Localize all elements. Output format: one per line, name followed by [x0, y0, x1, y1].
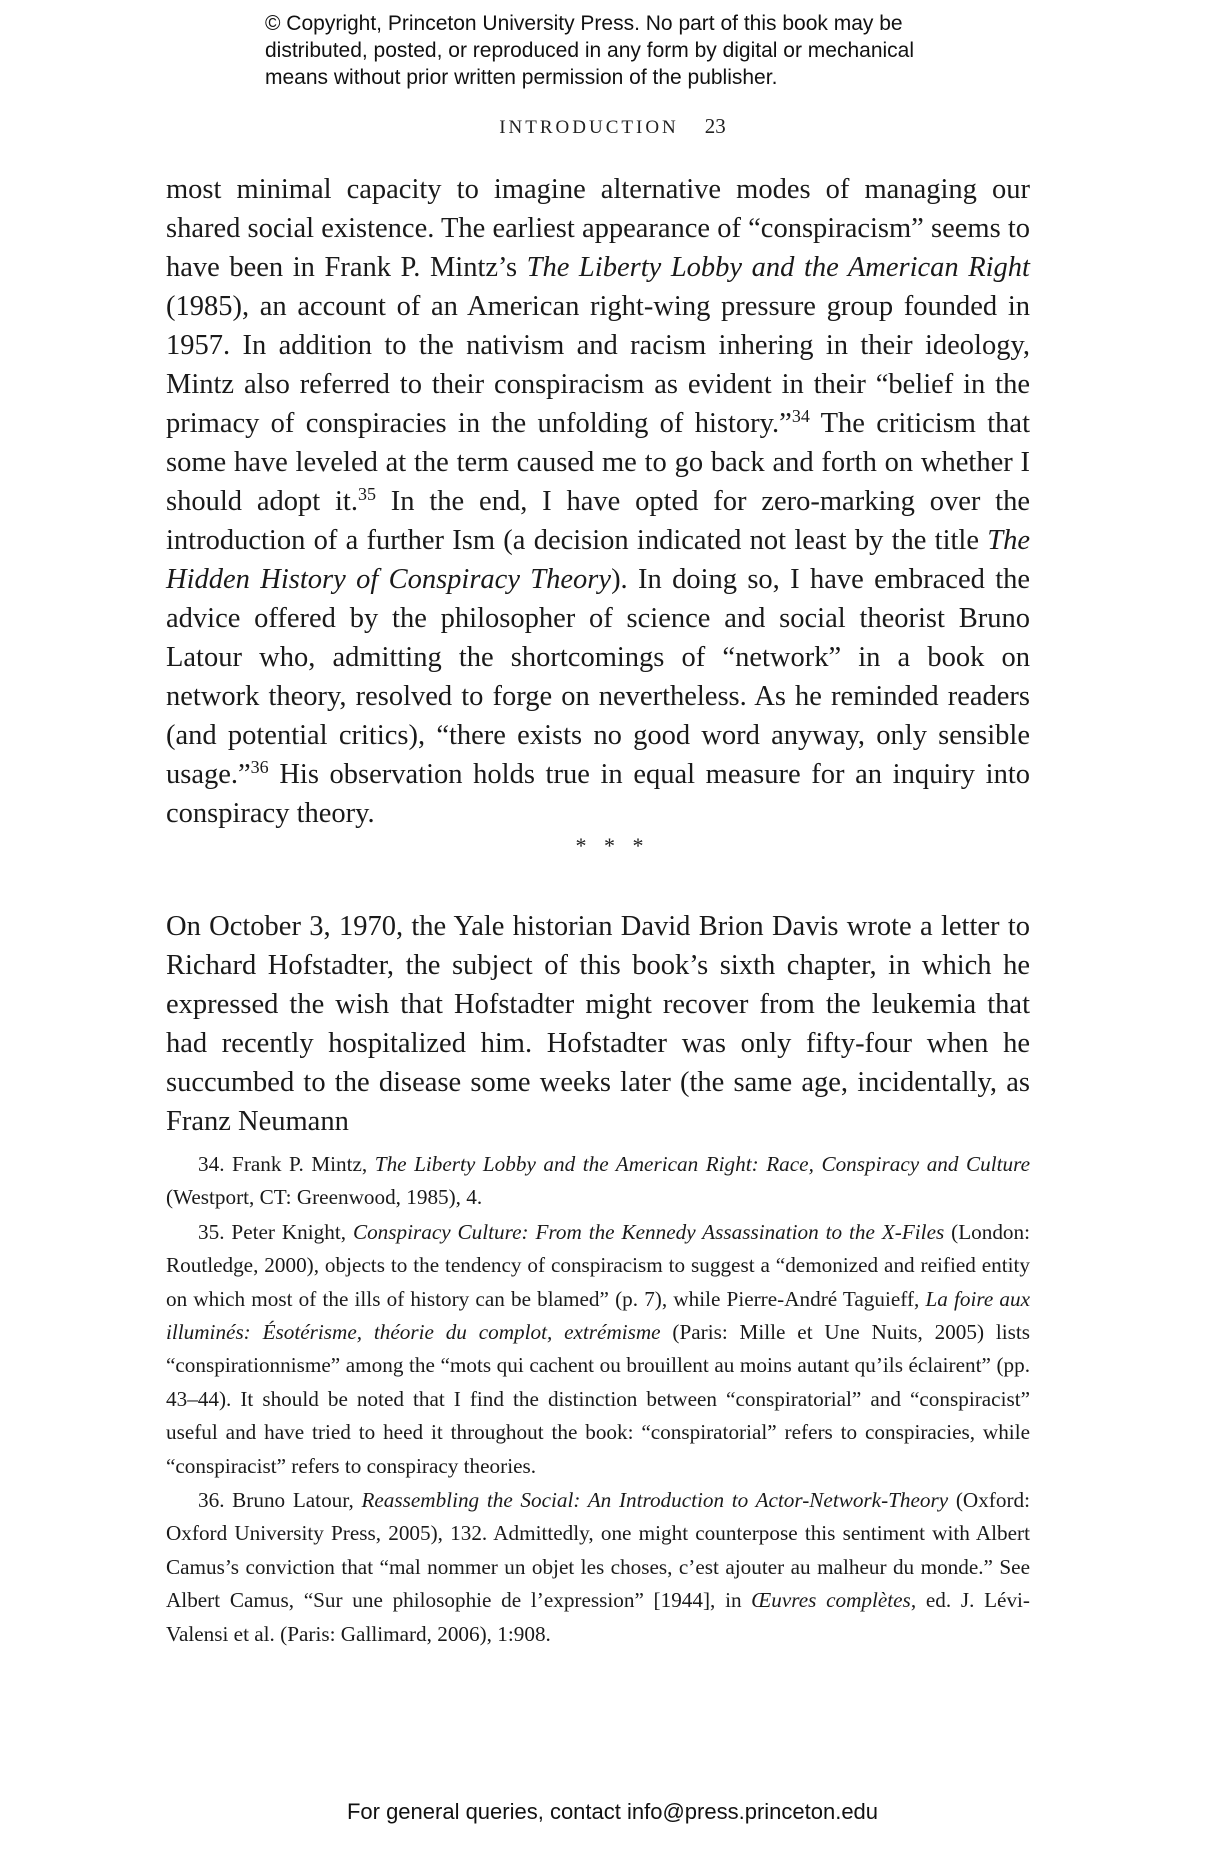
running-head-title: INTRODUCTION	[499, 117, 679, 138]
text-run: , ed. J. Lévi-Valensi et al. (Paris: Gallimard, 2006), 1:908.	[166, 1588, 1030, 1646]
body-paragraph-2	[166, 907, 1030, 1141]
contact-footer: For general queries, contact info@press.princeton.edu	[346, 1799, 879, 1824]
book-title: The Hidden History of Conspiracy Theory	[166, 525, 1030, 595]
paragraph-text: On October 3, 1970, the Yale historian David Brion Davis wrote a letter to Richard Hofstadter, the subject of this book’s sixth chapter, in which he expressed the wish that Hofstadter might recover from the leukemia that had recently hospitalized him. Hofstadter was only fifty-four when he succumbed to the disease some weeks later (the same age, incidentally, as Franz Neumann	[166, 911, 1030, 1137]
copyright-line-3: means without prior written permission of the publisher.	[265, 66, 778, 89]
book-title: Reassembling the Social: An Introduction to Actor-Network-Theory	[361, 1488, 949, 1513]
text-run: ). In doing so, I have embraced the advice offered by the philosopher of science and social theorist Bruno Latour who, admitting the shortcomings of “network” in a book on network theory, resolved to forge on nevertheless. As he reminded readers (and potential critics), “there exists no good word anyway, only sensible usage.”	[166, 564, 1031, 790]
book-title: Œuvres complètes	[751, 1588, 911, 1613]
text-run: The criticism that some have leveled at the term caused me to go back and forth on whether I should adopt it.	[166, 408, 1030, 517]
text-run: (Paris: Mille et Une Nuits, 2005) lists “conspirationnisme” among the “mots qui cachent ou brouillent au moins autant qu’ils éclairent” (pp. 43–44). It should be noted that I find the distinction between “conspiratorial” and “conspiracist” useful and have tried to heed it throughout the book: “conspiratorial” refers to conspiracies, while “conspiracist” refers to conspiracy theories.	[166, 1320, 1030, 1478]
book-title: Conspiracy Culture: From the Kennedy Assassination to the X-Files	[352, 1219, 945, 1244]
copyright-line-2: distributed, posted, or reproduced in any form by digital or mechanical	[265, 39, 915, 62]
text-run: (1985), an account of an American right-wing pressure group founded in 1957. In addition to the nativism and racism inhering in their ideology, Mintz also referred to their conspiracism as evident in their “belief in the primacy of conspiracies in the unfolding of history.”	[166, 291, 1030, 439]
footnote-34	[166, 1148, 1030, 1215]
footnote-36	[166, 1484, 1030, 1651]
text-run: 35. Peter Knight,	[198, 1219, 353, 1244]
text-run: 34. Frank P. Mintz,	[198, 1152, 375, 1176]
section-break: * * *	[575, 833, 650, 858]
running-head	[0, 114, 1225, 139]
book-title: The Liberty Lobby and the American Right: Race, Conspiracy and Culture	[374, 1152, 1030, 1176]
text-run: (London: Routledge, 2000), objects to the tendency of conspiracism to suggest a “demonized and reified entity on which most of the ills of history can be blamed” (p. 7), while Pierre-André Taguieff,	[166, 1219, 1030, 1311]
text-run: His observation holds true in equal measure for an inquiry into conspiracy theory.	[166, 759, 1030, 829]
footnote-ref-34[interactable]: 34	[791, 406, 810, 426]
footnote-ref-35[interactable]: 35	[357, 484, 376, 504]
text-run: (Westport, CT: Greenwood, 1985), 4.	[166, 1185, 483, 1210]
text-run: 36. Bruno Latour,	[198, 1488, 362, 1513]
footnote-35	[166, 1216, 1030, 1483]
footnote-ref-36[interactable]: 36	[250, 757, 269, 777]
book-title: La foire aux illuminés: Ésotérisme, théorie du complot, extrémisme	[166, 1286, 1030, 1345]
copyright-notice	[265, 10, 985, 91]
text-run: (Oxford: Oxford University Press, 2005), 132. Admittedly, one might counterpose this sentiment with Albert Camus’s conviction that “mal nommer un objet les choses, c’est ajouter au malheur du monde.” See Albert Camus, “Sur une philosophie de l’expression” [1944], in	[166, 1488, 1030, 1613]
text-run: In the end, I have opted for zero-marking over the introduction of a further Ism (a decision indicated not least by the title	[166, 486, 1030, 556]
footnotes	[166, 1148, 1030, 1652]
book-title: The Liberty Lobby and the American Right	[526, 252, 1030, 283]
page-number: 23	[704, 114, 726, 138]
copyright-line-1: © Copyright, Princeton University Press. No part of this book may be	[265, 12, 903, 35]
body-paragraph-1	[166, 170, 1030, 833]
text-run: most minimal capacity to imagine alternative modes of managing our shared social existence. The earliest appearance of “conspiracism” seems to have been in Frank P. Mintz’s	[166, 174, 1030, 283]
